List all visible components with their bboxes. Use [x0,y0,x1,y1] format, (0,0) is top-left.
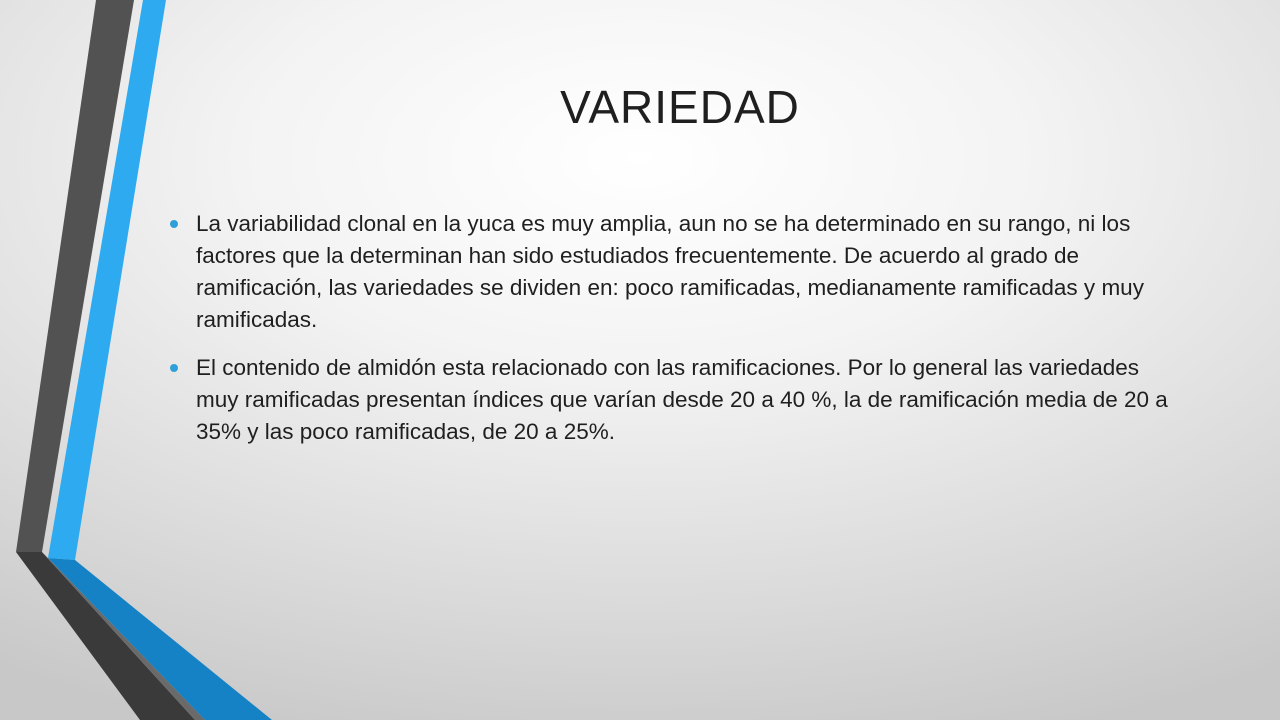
slide-title: VARIEDAD [560,81,800,133]
bullet-text: La variabilidad clonal en la yuca es muy amplia, aun no se ha determinado en su rango, ni los factores que la determinan han sido estudiados frecuentemente. De acuerdo al grado de ramificación, las variedades se dividen en: poco ramificadas, medianamente ramificadas y muy ramificadas. [196,211,1144,332]
bullet-item [168,208,1178,336]
bullet-list [168,208,1178,464]
bullet-text: El contenido de almidón esta relacionado con las ramificaciones. Por lo general las variedades muy ramificadas presentan índices que varían desde 20 a 40 %, la de ramificación media de 20 a 35% y las poco ramificadas, de 20 a 25%. [196,355,1168,444]
bullet-icon [170,364,178,372]
bullet-icon [170,220,178,228]
bullet-item [168,352,1178,448]
